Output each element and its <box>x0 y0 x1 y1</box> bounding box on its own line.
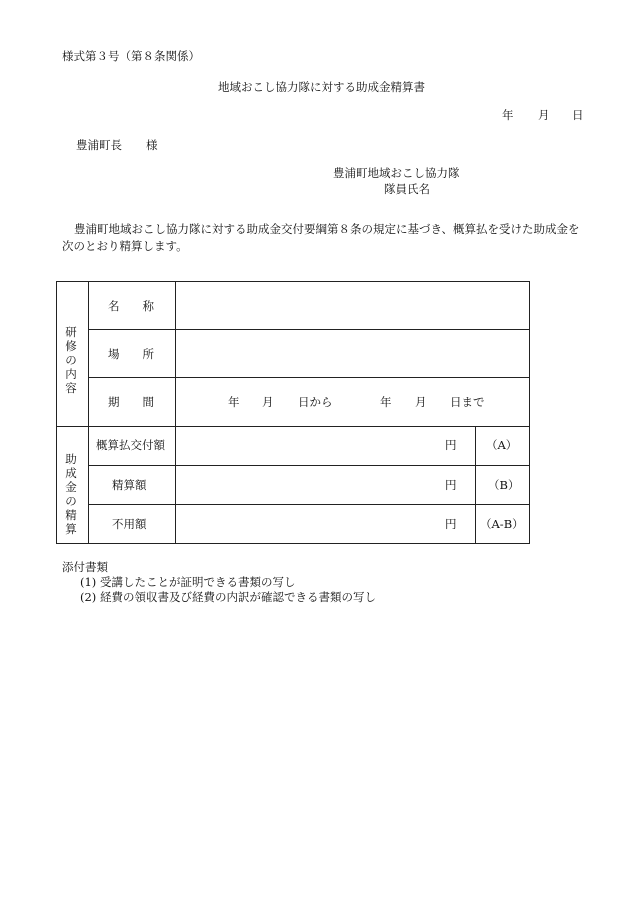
settlement-amount-code: （B） <box>488 478 520 492</box>
training-section-label: 研修の内容 <box>65 325 77 395</box>
body-text: 豊浦町地域おこし協力隊に対する助成金交付要綱第８条の規定に基づき、概算払を受けた助成金を次のとおり精算します。 <box>62 222 580 253</box>
unused-amount-code: （A-B） <box>480 517 524 531</box>
advance-payment-unit: 円 <box>445 438 457 452</box>
attachment-item-2: (2) 経費の領収書及び経費の内訳が確認できる書類の写し <box>80 590 376 604</box>
page-title: 地域おこし協力隊に対する助成金精算書 <box>218 80 425 94</box>
place-row-label: 場 所 <box>108 347 154 361</box>
period-end-day: 日まで <box>450 395 485 409</box>
period-end-year: 年 <box>380 395 392 409</box>
advance-payment-code: （A） <box>486 438 518 452</box>
period-start-day: 日から <box>298 395 333 409</box>
period-end-month: 月 <box>415 395 427 409</box>
recipient-name: 豊浦町長 <box>76 138 122 152</box>
date-day-label: 日 <box>572 108 584 122</box>
settlement-table <box>56 281 530 544</box>
advance-payment-label: 概算払交付額 <box>96 438 165 452</box>
recipient-honorific: 様 <box>146 138 158 152</box>
settlement-amount-unit: 円 <box>445 478 457 492</box>
attachments-heading: 添付書類 <box>62 560 108 574</box>
settlement-amount-label: 精算額 <box>112 478 147 492</box>
attachment-item-1: (1) 受講したことが証明できる書類の写し <box>80 575 296 589</box>
unused-amount-unit: 円 <box>445 517 457 531</box>
sender-org: 豊浦町地域おこし協力隊 <box>333 166 460 180</box>
date-year-label: 年 <box>502 108 514 122</box>
period-start-month: 月 <box>262 395 274 409</box>
period-start-year: 年 <box>228 395 240 409</box>
grant-section-label: 助成金の精算 <box>65 452 77 536</box>
period-row-label: 期 間 <box>108 395 154 409</box>
name-row-label: 名 称 <box>108 299 154 313</box>
form-number: 様式第３号（第８条関係） <box>62 49 200 63</box>
date-month-label: 月 <box>538 108 550 122</box>
member-name-label: 隊員氏名 <box>384 182 430 196</box>
unused-amount-label: 不用額 <box>112 517 147 531</box>
